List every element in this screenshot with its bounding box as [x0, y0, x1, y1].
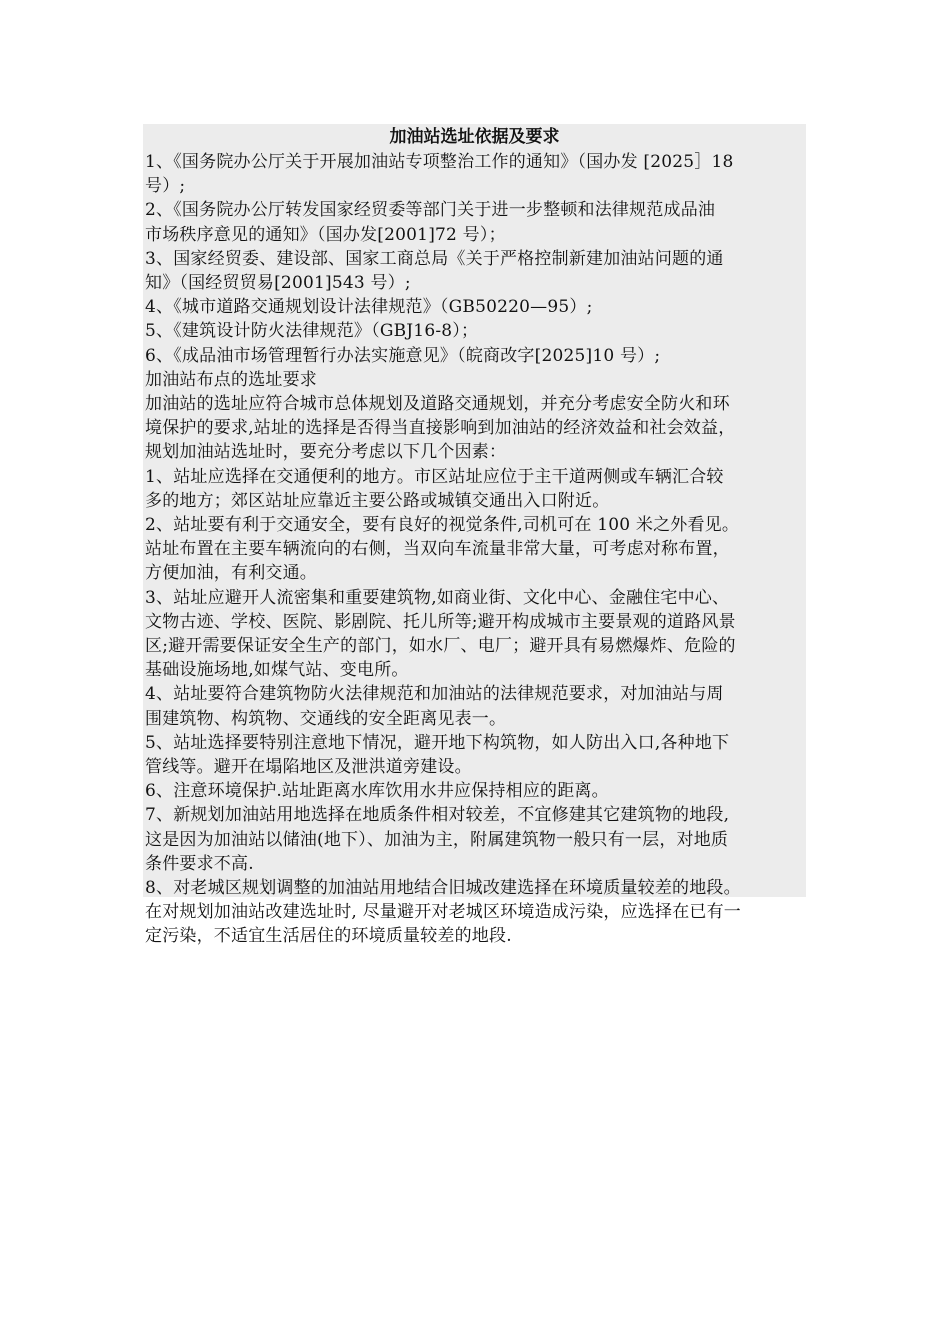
- text-line: 站址布置在主要车辆流向的右侧，当双向车流量非常大量，可考虑对称布置，: [145, 539, 730, 560]
- text-line: 号）;: [145, 176, 186, 197]
- text-line: 区;避开需要保证安全生产的部门，如水厂、电厂；避开具有易燃爆炸、危险的: [145, 636, 736, 656]
- text-line: 6、《成品油市场管理暂行办法实施意见》（皖商改字[2025]10 号）;: [145, 345, 661, 366]
- text-line: 多的地方；郊区站址应靠近主要公路或城镇交通出入口附近。: [145, 490, 610, 511]
- text-line: 4、站址要符合建筑物防火法律规范和加油站的法律规范要求，对加油站与周: [145, 684, 724, 705]
- text-line: 在对规划加油站改建选址时, 尽量避开对老城区环境造成污染，应选择在已有一: [145, 902, 742, 923]
- text-line: 3、国家经贸委、建设部、国家工商总局《关于严格控制新建加油站问题的通: [145, 248, 724, 269]
- text-line: 管线等。避开在塌陷地区及泄洪道旁建设。: [145, 757, 472, 777]
- text-line: 这是因为加油站以储油(地下）、加油为主，附属建筑物一般只有一层，对地质: [145, 829, 729, 850]
- document-title: 加油站选址依据及要求: [389, 127, 560, 147]
- text-line: 基础设施场地,如煤气站、变电所。: [145, 660, 409, 681]
- text-line: 市场秩序意见的通知》（国办发[2001]72 号）；: [145, 224, 506, 245]
- text-line: 2、《国务院办公厅转发国家经贸委等部门关于进一步整顿和法律规范成品油: [145, 200, 716, 221]
- text-line: 2、站址要有利于交通安全，要有良好的视觉条件,司机可在 100 米之外看见。: [145, 515, 740, 535]
- text-line: 6、注意环境保护.站址距离水库饮用水井应保持相应的距离。: [145, 781, 609, 802]
- text-line: 条件要求不高.: [145, 853, 254, 874]
- text-line: 7、新规划加油站用地选择在地质条件相对较差，不宜修建其它建筑物的地段,: [145, 805, 730, 826]
- text-line: 3、站址应避开人流密集和重要建筑物,如商业街、文化中心、金融住宅中心、: [145, 587, 730, 608]
- text-line: 加油站布点的选址要求: [145, 369, 317, 390]
- text-line: 方便加油，有利交通。: [145, 563, 317, 584]
- text-line: 围建筑物、构筑物、交通线的安全距离见表一。: [145, 708, 507, 729]
- text-line: 规划加油站选址时，要充分考虑以下几个因素：: [145, 442, 507, 463]
- text-line: 1、站址应选择在交通便利的地方。市区站址应位于主干道两侧或车辆汇合较: [145, 466, 724, 487]
- text-line: 境保护的要求,站址的选择是否得当直接影响到加油站的经济效益和社会效益，: [145, 418, 736, 439]
- text-line: 5、《建筑设计防火法律规范》（GBJ16-8）；: [145, 321, 479, 342]
- text-line: 5、站址选择要特别注意地下情况，避开地下构筑物，如人防出入口,各种地下: [145, 732, 730, 753]
- text-line: 4、《城市道路交通规划设计法律规范》（GB50220—95）;: [145, 297, 593, 318]
- text-line: 知》（国经贸贸易[2001]543 号）;: [145, 273, 411, 293]
- text-line: 加油站的选址应符合城市总体规划及道路交通规划，并充分考虑安全防火和环: [145, 394, 730, 414]
- text-line: 1、《国务院办公厅关于开展加油站专项整治工作的通知》（国办发 [2025］18: [145, 152, 734, 172]
- text-line: 定污染，不适宜生活居住的环境质量较差的地段.: [145, 926, 512, 947]
- text-line: 文物古迹、学校、医院、影剧院、托儿所等;避开构成城市主要景观的道路风景: [145, 611, 736, 632]
- text-line: 8、对老城区规划调整的加油站用地结合旧城改建选择在环境质量较差的地段。: [145, 878, 741, 898]
